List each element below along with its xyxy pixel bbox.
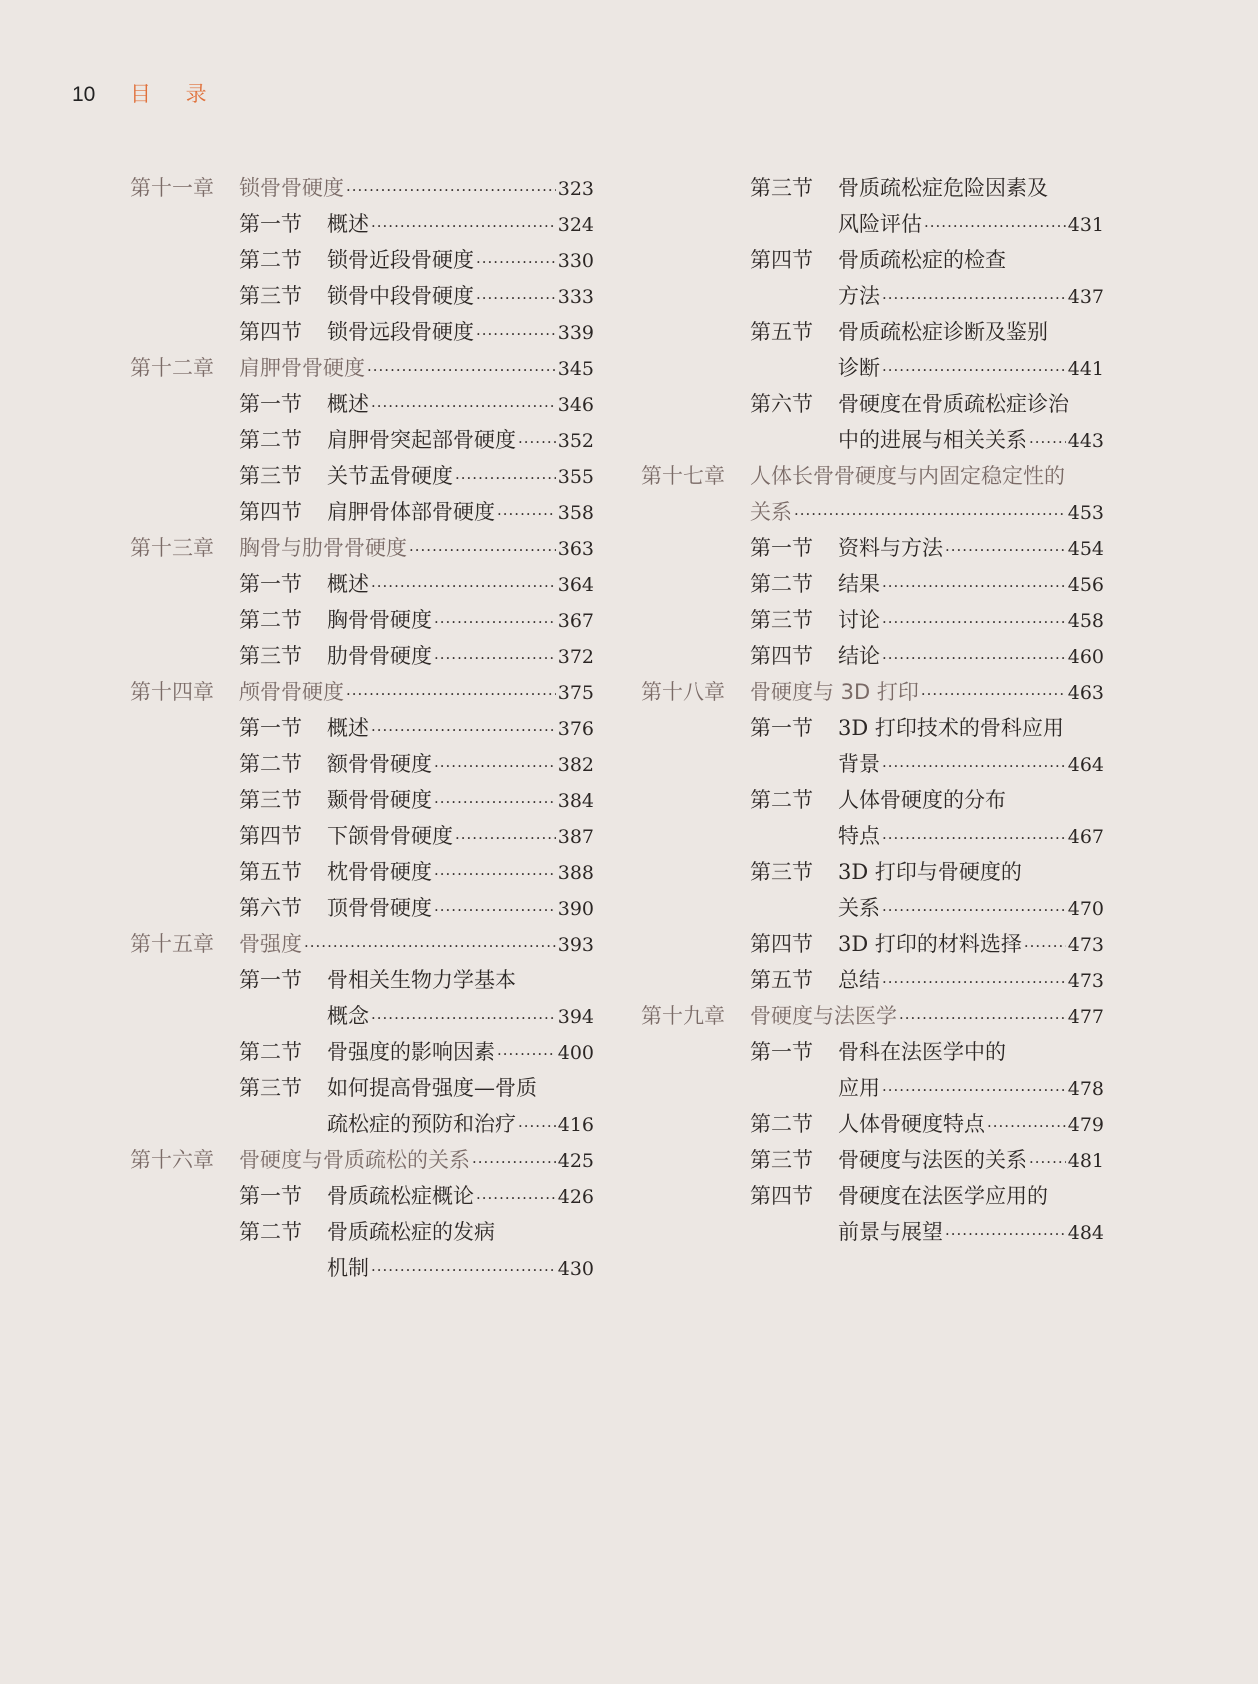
page-ref: 375	[557, 682, 594, 704]
leader-dots	[434, 856, 556, 892]
section-label: 第二节	[750, 788, 813, 812]
leader-dots	[1029, 1144, 1066, 1180]
chapter-title: 胸骨与肋骨骨硬度	[239, 536, 407, 560]
toc-entry-section	[130, 1034, 594, 1070]
toc-entry-section	[641, 530, 1104, 566]
leader-dots	[371, 1000, 556, 1036]
page-header	[72, 78, 221, 108]
chapter-title: 人体长骨骨硬度与内固定稳定性的	[750, 464, 1065, 488]
leader-dots	[497, 1036, 556, 1072]
toc-entry-section-cont	[130, 1250, 594, 1286]
toc-entry-chapter	[130, 350, 594, 386]
toc-entry-section	[130, 818, 594, 854]
toc-entry-section	[130, 458, 594, 494]
leader-dots	[371, 1252, 556, 1288]
page-ref: 437	[1067, 286, 1104, 308]
toc-entry-section-cont	[130, 1106, 594, 1142]
section-title: 骨科在法医学中的	[838, 1040, 1006, 1064]
section-label: 第一节	[239, 392, 302, 416]
page-ref: 453	[1067, 502, 1104, 524]
section-title: 方法	[838, 284, 880, 308]
page-ref: 363	[557, 538, 594, 560]
section-title: 讨论	[838, 608, 880, 632]
section-label: 第二节	[239, 608, 302, 632]
toc-entry-section-cont	[641, 746, 1104, 782]
toc-left-column	[130, 170, 594, 1286]
chapter-label: 第十九章	[641, 1004, 725, 1028]
page-ref: 460	[1067, 646, 1104, 668]
leader-dots	[455, 460, 556, 496]
page-ref: 352	[557, 430, 594, 452]
page-ref: 330	[557, 250, 594, 272]
page-ref: 376	[557, 718, 594, 740]
leader-dots	[945, 532, 1066, 568]
leader-dots	[921, 676, 1066, 712]
leader-dots	[434, 784, 556, 820]
leader-dots	[371, 388, 556, 424]
page-ref: 355	[557, 466, 594, 488]
toc-entry-chapter	[641, 998, 1104, 1034]
page-ref: 484	[1067, 1222, 1104, 1244]
toc-entry-section	[641, 1034, 1104, 1070]
section-label: 第一节	[239, 1184, 302, 1208]
section-title: 资料与方法	[838, 536, 943, 560]
toc-entry-section	[130, 890, 594, 926]
page-ref: 473	[1067, 934, 1104, 956]
page-ref: 441	[1067, 358, 1104, 380]
leader-dots	[882, 568, 1066, 604]
section-title: 肋骨骨硬度	[327, 644, 432, 668]
toc-entry-section	[130, 386, 594, 422]
toc-entry-chapter	[130, 170, 594, 206]
toc-entry-section	[641, 782, 1104, 818]
page-ref: 430	[557, 1258, 594, 1280]
toc-entry-chapter	[130, 530, 594, 566]
section-title: 概述	[327, 392, 369, 416]
section-title: 背景	[838, 752, 880, 776]
leader-dots	[882, 748, 1066, 784]
chapter-label: 第十七章	[641, 464, 725, 488]
section-title: 锁骨中段骨硬度	[327, 284, 474, 308]
section-label: 第四节	[750, 248, 813, 272]
leader-dots	[882, 280, 1066, 316]
section-label: 第一节	[239, 212, 302, 236]
section-title: 结果	[838, 572, 880, 596]
section-title: 3D 打印与骨硬度的	[838, 860, 1022, 884]
toc-right-column	[641, 170, 1104, 1250]
section-title: 诊断	[838, 356, 880, 380]
section-label: 第三节	[750, 176, 813, 200]
leader-dots	[346, 676, 556, 712]
page-ref: 464	[1067, 754, 1104, 776]
section-title: 肩胛骨体部骨硬度	[327, 500, 495, 524]
section-label: 第四节	[750, 644, 813, 668]
chapter-title: 骨强度	[239, 932, 302, 956]
page-ref: 473	[1067, 970, 1104, 992]
toc-entry-section-cont	[641, 206, 1104, 242]
page-ref: 470	[1067, 898, 1104, 920]
section-title: 骨硬度在法医学应用的	[838, 1184, 1048, 1208]
page-ref: 443	[1067, 430, 1104, 452]
section-title: 额骨骨硬度	[327, 752, 432, 776]
section-title: 颞骨骨硬度	[327, 788, 432, 812]
leader-dots	[882, 892, 1066, 928]
page-ref: 394	[557, 1006, 594, 1028]
section-title: 如何提高骨强度—骨质	[327, 1076, 537, 1100]
section-label: 第四节	[750, 932, 813, 956]
toc-entry-section-cont	[641, 350, 1104, 386]
section-title: 总结	[838, 968, 880, 992]
toc-entry-section	[641, 170, 1104, 206]
leader-dots	[367, 352, 556, 388]
leader-dots	[899, 1000, 1066, 1036]
section-label: 第三节	[239, 644, 302, 668]
leader-dots	[518, 1108, 556, 1144]
toc-entry-section	[130, 602, 594, 638]
leader-dots	[371, 712, 556, 748]
leader-dots	[346, 172, 556, 208]
section-label: 第四节	[239, 824, 302, 848]
chapter-title: 颅骨骨硬度	[239, 680, 344, 704]
toc-entry-chapter	[641, 458, 1104, 494]
toc-entry-section	[641, 566, 1104, 602]
page-ref: 431	[1067, 214, 1104, 236]
page-ref: 333	[557, 286, 594, 308]
section-label: 第一节	[239, 968, 302, 992]
chapter-title: 骨硬度与法医学	[750, 1004, 897, 1028]
toc-entry-section-cont	[641, 818, 1104, 854]
page-ref: 467	[1067, 826, 1104, 848]
toc-entry-section	[130, 1070, 594, 1106]
section-label: 第一节	[750, 1040, 813, 1064]
toc-entry-section	[130, 278, 594, 314]
leader-dots	[882, 964, 1066, 1000]
chapter-label: 第十一章	[130, 176, 214, 200]
toc-entry-section	[130, 710, 594, 746]
page-ref: 358	[557, 502, 594, 524]
page-number: 10	[72, 83, 96, 106]
section-label: 第二节	[239, 752, 302, 776]
leader-dots	[518, 424, 556, 460]
toc-entry-chapter	[130, 674, 594, 710]
toc-entry-section	[130, 962, 594, 998]
toc-entry-section	[641, 926, 1104, 962]
section-label: 第一节	[239, 716, 302, 740]
section-title: 锁骨远段骨硬度	[327, 320, 474, 344]
toc-entry-section	[641, 854, 1104, 890]
chapter-title: 锁骨骨硬度	[239, 176, 344, 200]
section-label: 第三节	[750, 608, 813, 632]
toc-entry-section	[130, 1178, 594, 1214]
toc-entry-section	[130, 422, 594, 458]
toc-entry-chapter	[641, 674, 1104, 710]
section-label: 第二节	[239, 428, 302, 452]
toc-entry-chapter	[130, 1142, 594, 1178]
section-label: 第二节	[239, 1040, 302, 1064]
section-title: 骨硬度在骨质疏松症诊治	[838, 392, 1069, 416]
section-title: 风险评估	[838, 212, 922, 236]
section-title: 机制	[327, 1256, 369, 1280]
leader-dots	[434, 640, 556, 676]
toc-entry-section	[130, 782, 594, 818]
leader-dots	[1029, 424, 1066, 460]
chapter-title: 肩胛骨骨硬度	[239, 356, 365, 380]
section-title: 枕骨骨硬度	[327, 860, 432, 884]
section-label: 第三节	[750, 1148, 813, 1172]
section-label: 第一节	[239, 572, 302, 596]
chapter-label: 第十二章	[130, 356, 214, 380]
section-label: 第三节	[750, 860, 813, 884]
page-ref: 372	[557, 646, 594, 668]
leader-dots	[497, 496, 556, 532]
page-ref: 463	[1067, 682, 1104, 704]
chapter-label: 第十八章	[641, 680, 725, 704]
section-title: 前景与展望	[838, 1220, 943, 1244]
section-title: 锁骨近段骨硬度	[327, 248, 474, 272]
leader-dots	[409, 532, 556, 568]
section-title: 结论	[838, 644, 880, 668]
section-title: 概述	[327, 212, 369, 236]
page-ref: 324	[557, 214, 594, 236]
leader-dots	[476, 316, 556, 352]
page-ref: 364	[557, 574, 594, 596]
section-label: 第二节	[239, 248, 302, 272]
page-ref: 345	[557, 358, 594, 380]
section-label: 第一节	[750, 536, 813, 560]
section-title: 概念	[327, 1004, 369, 1028]
page-label: 目 录	[130, 82, 221, 106]
section-label: 第六节	[750, 392, 813, 416]
page-ref: 384	[557, 790, 594, 812]
page-ref: 390	[557, 898, 594, 920]
leader-dots	[945, 1216, 1066, 1252]
section-label: 第二节	[750, 572, 813, 596]
section-title: 骨质疏松症的检查	[838, 248, 1006, 272]
section-label: 第四节	[750, 1184, 813, 1208]
leader-dots	[794, 496, 1066, 532]
leader-dots	[455, 820, 556, 856]
section-title: 概述	[327, 716, 369, 740]
toc-entry-section	[641, 602, 1104, 638]
section-title: 骨强度的影响因素	[327, 1040, 495, 1064]
leader-dots	[882, 352, 1066, 388]
toc-entry-section	[130, 566, 594, 602]
section-title: 3D 打印的材料选择	[838, 932, 1022, 956]
toc-entry-section	[641, 1178, 1104, 1214]
toc-entry-section-cont	[130, 998, 594, 1034]
page-ref: 387	[557, 826, 594, 848]
toc-entry-section	[130, 242, 594, 278]
section-title: 应用	[838, 1076, 880, 1100]
section-title: 3D 打印技术的骨科应用	[838, 716, 1064, 740]
page-ref: 388	[557, 862, 594, 884]
section-title: 关系	[838, 896, 880, 920]
page-ref: 456	[1067, 574, 1104, 596]
section-label: 第三节	[239, 1076, 302, 1100]
leader-dots	[472, 1144, 556, 1180]
section-label: 第五节	[750, 320, 813, 344]
toc-entry-section	[641, 242, 1104, 278]
section-title: 骨质疏松症的发病	[327, 1220, 495, 1244]
toc-entry-section	[641, 314, 1104, 350]
page-ref: 323	[557, 178, 594, 200]
section-title: 骨硬度与法医的关系	[838, 1148, 1027, 1172]
page-ref: 416	[557, 1114, 594, 1136]
leader-dots	[1024, 928, 1066, 964]
toc-entry-section-cont	[641, 890, 1104, 926]
toc-entry-chapter-cont	[641, 494, 1104, 530]
chapter-label: 第十五章	[130, 932, 214, 956]
section-label: 第一节	[750, 716, 813, 740]
leader-dots	[371, 208, 556, 244]
section-title: 骨相关生物力学基本	[327, 968, 516, 992]
section-title: 人体骨硬度的分布	[838, 788, 1006, 812]
leader-dots	[371, 568, 556, 604]
leader-dots	[882, 820, 1066, 856]
leader-dots	[304, 928, 556, 964]
page-ref: 478	[1067, 1078, 1104, 1100]
section-label: 第三节	[239, 464, 302, 488]
leader-dots	[434, 892, 556, 928]
leader-dots	[476, 280, 556, 316]
section-title: 骨质疏松症概论	[327, 1184, 474, 1208]
toc-entry-section-cont	[641, 1214, 1104, 1250]
page-ref: 458	[1067, 610, 1104, 632]
chapter-title: 骨硬度与骨质疏松的关系	[239, 1148, 470, 1172]
toc-entry-section	[130, 206, 594, 242]
section-label: 第二节	[239, 1220, 302, 1244]
section-title: 下颌骨骨硬度	[327, 824, 453, 848]
leader-dots	[434, 748, 556, 784]
leader-dots	[434, 604, 556, 640]
section-title: 骨质疏松症诊断及鉴别	[838, 320, 1048, 344]
section-label: 第五节	[239, 860, 302, 884]
toc-entry-section	[130, 314, 594, 350]
section-title: 特点	[838, 824, 880, 848]
section-title: 中的进展与相关关系	[838, 428, 1027, 452]
page-ref: 393	[557, 934, 594, 956]
section-label: 第二节	[750, 1112, 813, 1136]
toc-entry-chapter	[130, 926, 594, 962]
toc-entry-section	[130, 494, 594, 530]
section-title: 概述	[327, 572, 369, 596]
section-title: 关节盂骨硬度	[327, 464, 453, 488]
section-label: 第三节	[239, 284, 302, 308]
section-title: 骨质疏松症危险因素及	[838, 176, 1048, 200]
section-title: 顶骨骨硬度	[327, 896, 432, 920]
toc-entry-section-cont	[641, 422, 1104, 458]
section-label: 第三节	[239, 788, 302, 812]
page-ref: 400	[557, 1042, 594, 1064]
toc-entry-section	[130, 638, 594, 674]
leader-dots	[476, 244, 556, 280]
toc-entry-section-cont	[641, 278, 1104, 314]
page-ref: 346	[557, 394, 594, 416]
page-ref: 339	[557, 322, 594, 344]
toc-entry-section	[130, 854, 594, 890]
leader-dots	[924, 208, 1066, 244]
section-label: 第六节	[239, 896, 302, 920]
toc-entry-section-cont	[641, 1070, 1104, 1106]
leader-dots	[882, 1072, 1066, 1108]
toc-entry-section	[641, 1106, 1104, 1142]
toc-entry-section	[641, 638, 1104, 674]
page-ref: 454	[1067, 538, 1104, 560]
section-title: 人体骨硬度特点	[838, 1112, 985, 1136]
section-label: 第四节	[239, 500, 302, 524]
section-label: 第四节	[239, 320, 302, 344]
leader-dots	[882, 640, 1066, 676]
leader-dots	[882, 604, 1066, 640]
toc-entry-section	[130, 1214, 594, 1250]
page-ref: 481	[1067, 1150, 1104, 1172]
toc-entry-section	[130, 746, 594, 782]
page-ref: 425	[557, 1150, 594, 1172]
chapter-label: 第十三章	[130, 536, 214, 560]
page-ref: 426	[557, 1186, 594, 1208]
page-ref: 382	[557, 754, 594, 776]
page-ref: 477	[1067, 1006, 1104, 1028]
toc-entry-section	[641, 710, 1104, 746]
toc-entry-section	[641, 1142, 1104, 1178]
chapter-title: 骨硬度与 3D 打印	[750, 680, 919, 704]
leader-dots	[987, 1108, 1066, 1144]
section-title: 疏松症的预防和治疗	[327, 1112, 516, 1136]
section-title: 肩胛骨突起部骨硬度	[327, 428, 516, 452]
page-ref: 479	[1067, 1114, 1104, 1136]
toc-entry-section	[641, 386, 1104, 422]
page-ref: 367	[557, 610, 594, 632]
chapter-title: 关系	[750, 500, 792, 524]
toc-entry-section	[641, 962, 1104, 998]
chapter-label: 第十六章	[130, 1148, 214, 1172]
section-label: 第五节	[750, 968, 813, 992]
leader-dots	[476, 1180, 556, 1216]
chapter-label: 第十四章	[130, 680, 214, 704]
section-title: 胸骨骨硬度	[327, 608, 432, 632]
